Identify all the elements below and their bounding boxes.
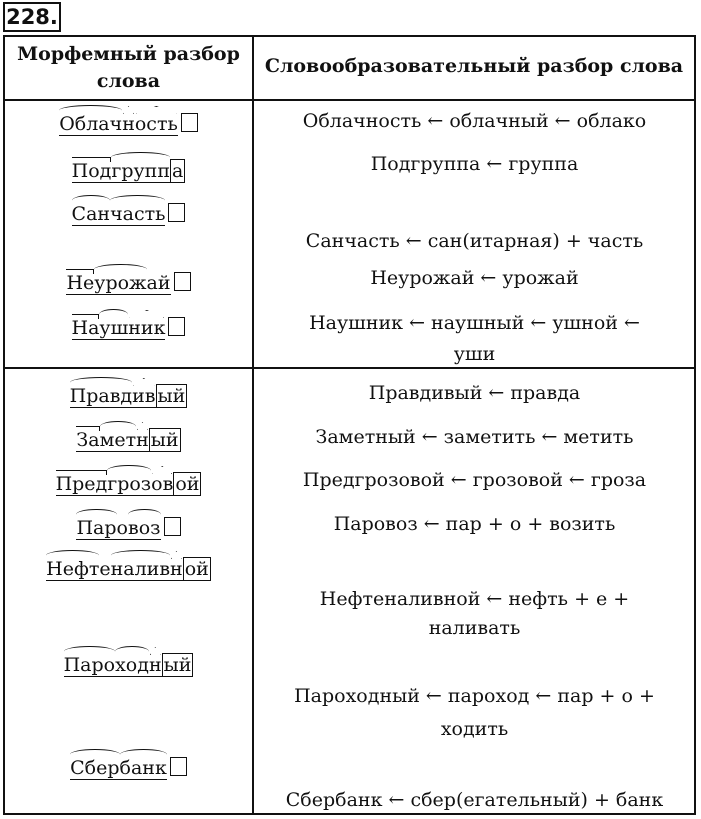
derivation-row: Неурожай ← урожай [370, 267, 579, 289]
morph-root: Правд [69, 385, 133, 407]
morph-ending: ой [184, 558, 209, 580]
morph-row [5, 429, 252, 451]
derivation-row: Наушник ← наушный ← ушной ← [309, 312, 640, 334]
morph-root: ход [115, 654, 149, 676]
morph-root-end: ай [146, 272, 171, 294]
morph-row [5, 473, 252, 495]
morph-suffix: н [148, 654, 162, 676]
header-morphemic [5, 41, 252, 97]
morph-root: часть [110, 203, 166, 225]
morph-suffix: ость [134, 113, 178, 135]
morph-root: уш [99, 317, 129, 339]
header-morphemic-line2: слова [96, 70, 161, 92]
morph-root: мет [99, 429, 137, 451]
derivation-row: Заметный ← заметить ← метить [315, 426, 634, 448]
morph-ending: ой [175, 473, 200, 495]
morph-row [5, 317, 252, 339]
morph-row [5, 203, 252, 225]
morph-suffix: н [122, 113, 135, 135]
derivation-row: уши [453, 343, 496, 365]
header-divider [5, 99, 694, 101]
derivation-row: Санчасть ← сан(итарная) + часть [305, 230, 644, 252]
morph-prefix: За [76, 429, 100, 451]
morph-root: Пар [76, 517, 117, 539]
morph-suffix: ов [151, 473, 174, 495]
morph-prefix: Не [66, 272, 95, 294]
morph-root: Сбер [70, 757, 120, 779]
morph-row [5, 517, 252, 539]
section-divider [5, 367, 694, 369]
word-analysis-table [3, 35, 696, 815]
derivation-row: Сбербанк ← сбер(егательный) + банк [285, 789, 664, 811]
morph-root: урож [94, 272, 147, 294]
derivation-row: Нефтеналивной ← нефть + е + [319, 588, 630, 610]
morph-prefix: Под [71, 160, 112, 182]
morph-row [5, 160, 252, 182]
morph-root: Сан [71, 203, 111, 225]
morph-ending: ый [150, 429, 179, 451]
morph-prefix: Пред [55, 473, 108, 495]
derivation-row: Предгрозовой ← грозовой ← гроза [302, 469, 647, 491]
morph-ending: а [172, 160, 184, 182]
morph-suffix: н [136, 429, 149, 451]
zero-ending-box [168, 203, 185, 222]
morph-root: Нефт [46, 558, 100, 580]
derivation-row: Паровоз ← пар + о + возить [333, 513, 616, 535]
morph-row [5, 654, 252, 676]
morph-root: Паро [63, 654, 116, 676]
header-morphemic-line1: Морфемный разбор [17, 43, 240, 65]
zero-ending-box [181, 113, 198, 132]
morph-root: банк [119, 757, 167, 779]
morph-root: воз [128, 517, 161, 539]
morph-suffix: н [170, 558, 183, 580]
derivation-row: Подгруппа ← группа [370, 153, 579, 175]
derivation-row: наливать [428, 617, 521, 639]
morph-ending: ый [163, 654, 192, 676]
morph-root: налив [110, 558, 171, 580]
derivation-row: ходить [440, 718, 509, 740]
morph-row [5, 385, 252, 407]
zero-ending-box [164, 517, 181, 536]
morph-row [5, 558, 252, 580]
exercise-number: 228. [3, 2, 61, 32]
morph-ending: ый [157, 385, 186, 407]
derivation-row: Правдивый ← правда [368, 382, 581, 404]
header-derivation: Словообразовательный разбор слова [264, 55, 684, 77]
derivation-row: Облачность ← облачный ← облако [302, 110, 647, 132]
morph-root: групп [111, 160, 170, 182]
zero-ending-box [168, 317, 185, 336]
morph-linking-vowel: е [99, 558, 111, 580]
morph-suffix: ив [132, 385, 156, 407]
morph-row [5, 113, 252, 135]
morph-prefix: На [71, 317, 100, 339]
morph-root: гроз [107, 473, 152, 495]
morph-root: Облач [59, 113, 123, 135]
derivation-row: Пароходный ← пароход ← пар + о + [294, 685, 655, 707]
zero-ending-box [170, 757, 187, 776]
morph-row [5, 272, 252, 294]
morph-row [5, 757, 252, 779]
morph-linking-vowel: о [116, 517, 128, 539]
morph-suffix: ник [128, 317, 166, 339]
zero-ending-box [174, 272, 191, 291]
